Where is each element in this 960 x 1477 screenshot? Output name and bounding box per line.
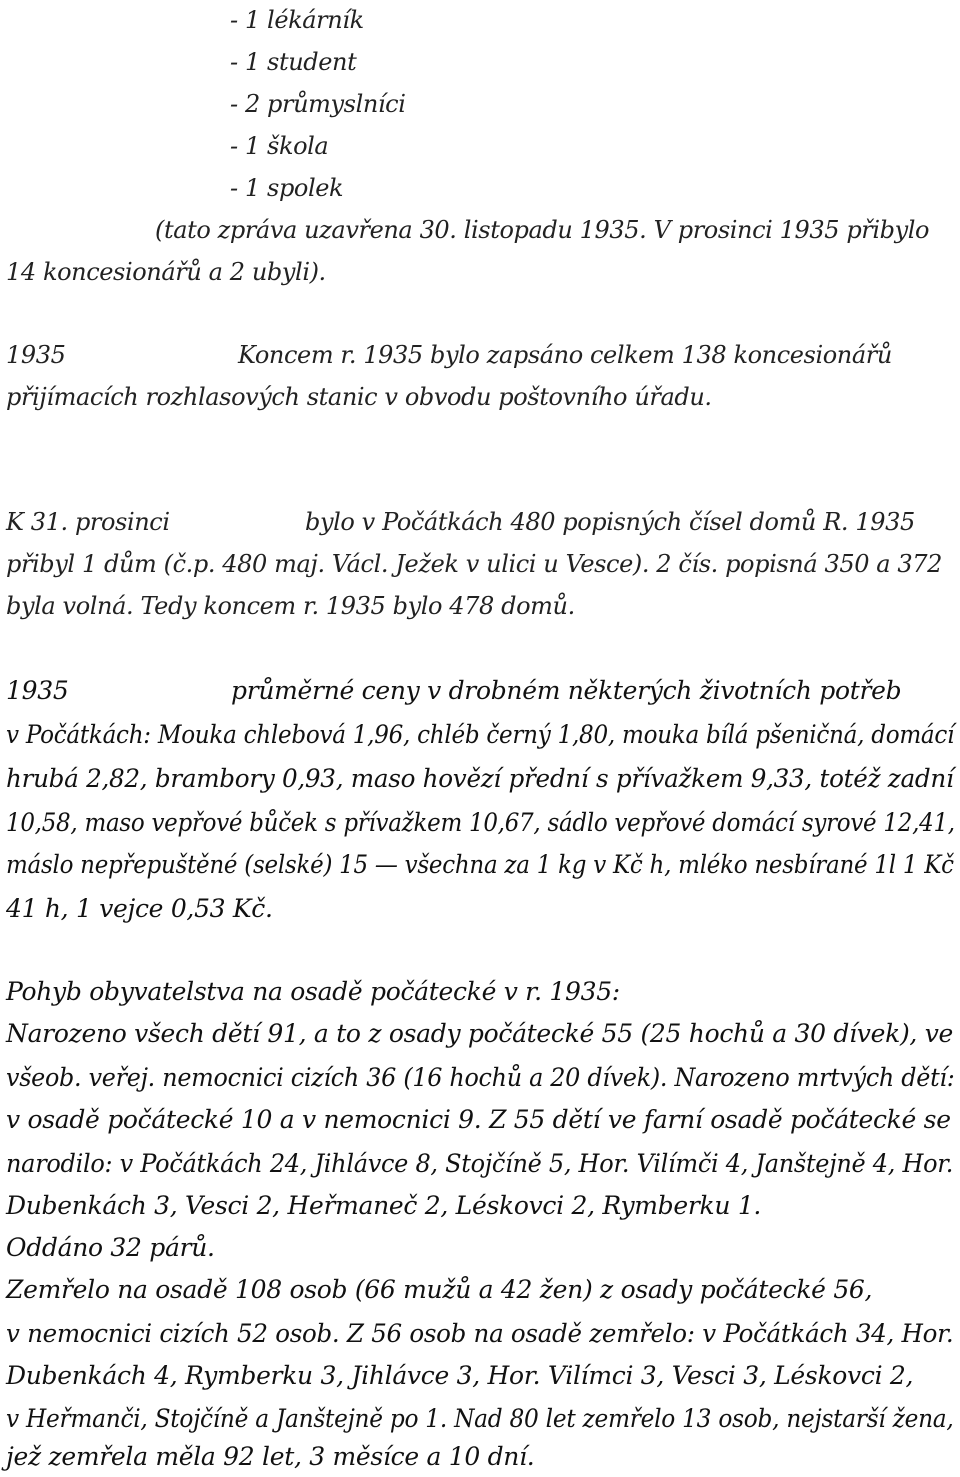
entry-text: Koncem r. 1935 bylo zapsáno celkem 138 koncesionářů xyxy=(238,341,892,369)
entry-text: přijímacích rozhlasových stanic v obvodu poštovního úřadu. xyxy=(6,383,712,411)
entry-text: Narozeno všech dětí 91, a to z osady počátecké 55 (25 hochů a 30 dívek), ve xyxy=(6,1019,954,1048)
list-item: - 2 průmyslníci xyxy=(230,90,406,118)
note-line: (tato zpráva uzavřena 30. listopadu 1935. V prosinci 1935 přibylo xyxy=(155,216,930,244)
entry-text: Oddáno 32 párů. xyxy=(6,1233,215,1262)
entry-text: bylo v Počátkách 480 popisných čísel domů R. 1935 xyxy=(305,508,915,536)
note-line: 14 koncesionářů a 2 ubyli). xyxy=(6,258,326,286)
entry-text: v Heřmanči, Stojčíně a Janštejně po 1. Nad 80 let zemřelo 13 osob, nejstarší žena, xyxy=(6,1404,954,1433)
entry-text: průměrné ceny v drobném některých životních potřeb xyxy=(231,676,902,705)
entry-text: všeob. veřej. nemocnici cizích 36 (16 hochů a 20 dívek). Narozeno mrtvých dětí: xyxy=(6,1063,955,1092)
entry-text: v Počátkách: Mouka chlebová 1,96, chléb černý 1,80, mouka bílá pšeničná, domácí xyxy=(6,720,955,749)
entry-text: Zemřelo na osadě 108 osob (66 mužů a 42 žen) z osady počátecké 56, xyxy=(6,1275,873,1304)
entry-text: Dubenkách 4, Rymberku 3, Jihlávce 3, Hor. Vilímci 3, Vesci 3, Léskovci 2, xyxy=(6,1361,914,1390)
entry-text: 10,58, maso vepřové bůček s přívažkem 10,67, sádlo vepřové domácí syrové 12,41, xyxy=(6,808,955,837)
section-heading: Pohyb obyvatelstva na osadě počátecké v r. 1935: xyxy=(6,977,620,1006)
entry-text: hrubá 2,82, brambory 0,93, maso hovězí přední s přívažkem 9,33, totéž zadní xyxy=(6,764,954,793)
entry-date: K 31. prosinci xyxy=(6,508,170,536)
entry-text: 41 h, 1 vejce 0,53 Kč. xyxy=(6,894,273,923)
entry-year: 1935 xyxy=(6,676,69,705)
entry-year: 1935 xyxy=(6,341,66,369)
entry-text: narodilo: v Počátkách 24, Jihlávce 8, Stojčíně 5, Hor. Vilímči 4, Janštejně 4, Hor. xyxy=(6,1149,954,1178)
entry-text: Dubenkách 3, Vesci 2, Heřmaneč 2, Léskovci 2, Rymberku 1. xyxy=(6,1191,762,1220)
list-item: - 1 lékárník xyxy=(230,6,364,34)
list-item: - 1 spolek xyxy=(230,174,344,202)
entry-text: v osadě počátecké 10 a v nemocnici 9. Z 55 dětí ve farní osadě počátecké se xyxy=(6,1105,951,1134)
entry-text: byla volná. Tedy koncem r. 1935 bylo 478 domů. xyxy=(6,592,575,620)
list-item: - 1 škola xyxy=(230,132,329,160)
entry-text: jež zemřela měla 92 let, 3 měsíce a 10 dní. xyxy=(6,1442,535,1471)
list-item: - 1 student xyxy=(230,48,357,76)
entry-text: máslo nepřepuštěné (selské) 15 — všechna za 1 kg v Kč h, mléko nesbírané 1l 1 Kč xyxy=(6,850,954,879)
entry-text: přibyl 1 dům (č.p. 480 maj. Václ. Ježek v ulici u Vesce). 2 čís. popisná 350 a 372 xyxy=(6,550,943,578)
entry-text: v nemocnici cizích 52 osob. Z 56 osob na osadě zemřelo: v Počátkách 34, Hor. xyxy=(6,1319,954,1348)
